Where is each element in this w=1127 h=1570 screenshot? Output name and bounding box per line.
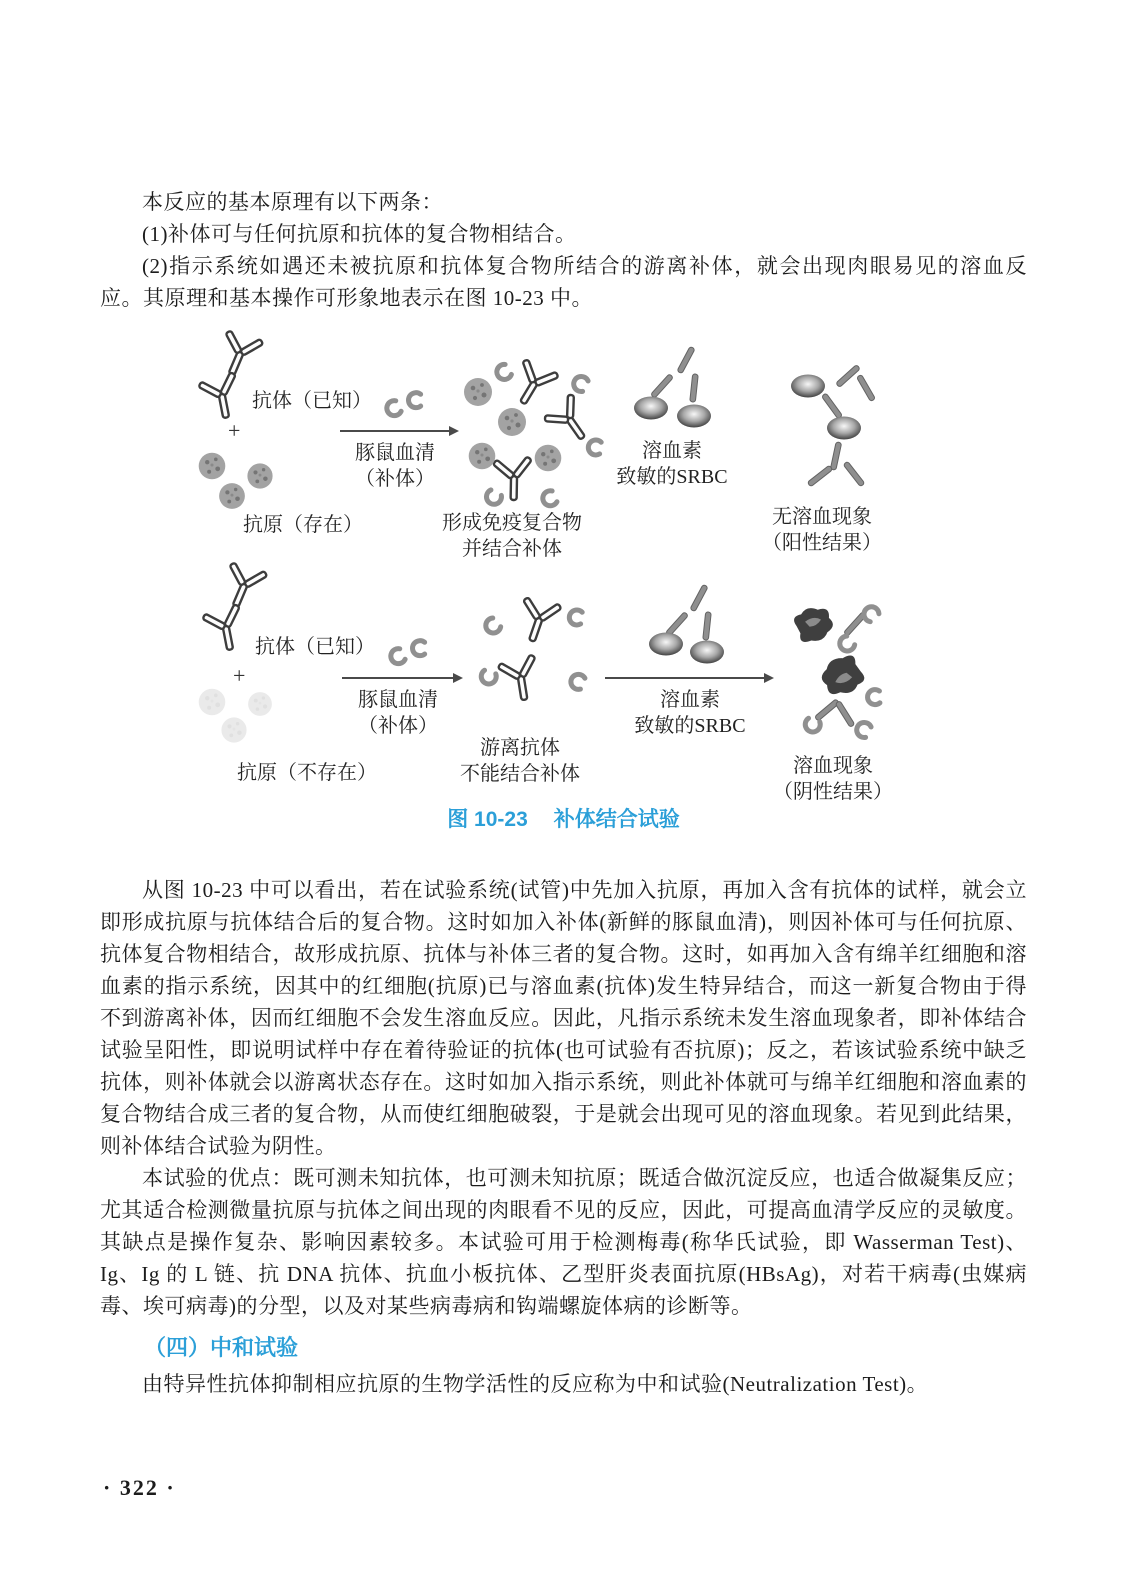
figure-10-23 [100,318,1027,803]
srbc-label-line2: 致敏的SRBC [616,466,728,488]
arrow-icon [605,677,765,679]
antigen-label: 抗原（存在） [243,514,363,536]
free-antibody-label-line2: 不能结合补体 [460,763,580,785]
srbc-label-line2: 致敏的SRBC [634,715,746,737]
immune-complex-icon [452,362,606,508]
arrow-icon [340,430,450,432]
result-label [752,504,892,556]
no-hemolysis-icon [782,362,878,496]
main-paragraph: 从图 10-23 中可以看出，若在试验系统(试管)中先加入抗原，再加入含有抗体的试样，就会立即形成抗原与抗体结合后的复合物。这时如加入补体(新鲜的豚鼠血清)，则因补体可与任何抗原、抗体复合物相结合，故形成抗原、抗体与补体三者的复合物。这时，如再加入含有绵羊红细胞和溶血素的指示系统，因其中的红细胞(抗原)已与溶血素(抗体)发生特异结合，而这一新复合物由于得不到游离补体，因而红细胞不会发生溶血反应。因此，凡指示系统未发生溶血现象者，即补体结合试验呈阳性，即说明试样中存在着待验证的抗体(也可试验有否抗原)；反之，若该试验系统中缺乏抗体，则补体就会以游离状态存在。这时如加入指示系统，则此补体就可与绵羊红细胞和溶血素的复合物结合成三者的复合物，从而使红细胞破裂，于是就会出现可见的溶血现象。若见到此结果，则补体结合试验为阴性。 [100,878,1027,1158]
hemolysis-icon [785,600,881,740]
complement-icon [378,386,426,422]
complex-label-line2: 并结合补体 [462,538,562,560]
free-antibody-label-line1: 游离抗体 [480,737,560,759]
srbc-label-line1: 溶血素 [660,689,720,711]
arrow-icon [342,677,454,679]
antigen-icon [196,450,288,510]
result-label-line1: 溶血现象 [793,755,873,777]
intro-block [100,186,1027,314]
complement-icon [382,634,430,670]
result-label-line2: （阳性结果） [762,532,882,554]
antibody-label: 抗体（已知） [255,636,375,658]
neutralization-paragraph: 由特异性抗体抑制相应抗原的生物学活性的反应称为中和试验(Neutralization Test)。 [142,1372,929,1396]
intro-paragraph-1: 本反应的基本原理有以下两条： [142,190,443,214]
free-antibody-icon [475,590,589,710]
main-text-block [100,874,1027,1400]
sensitized-srbc-icon [645,584,731,668]
free-antibody-label [450,735,590,787]
plus-sign: + [228,418,241,443]
advantages-paragraph: 本试验的优点：既可测未知抗体，也可测未知抗原；既适合做沉淀反应，也适合做凝集反应；尤其适合检测微量抗原与抗体之间出现的肉眼看不见的反应，因此，可提高血清学反应的灵敏度。其缺点是操作复杂、影响因素较多。本试验可用于检测梅毒(称华氏试验，即 Wasserman Test)、Ig、Ig 的 L 链、抗 DNA 抗体、抗血小板抗体、乙型肝炎表面抗原(HBsAg)，对若干病毒(虫媒病毒、埃可病毒)的分型，以及对某些病毒病和钩端螺旋体病的诊断等。 [100,1166,1027,1318]
figure-caption-number: 图 10-23 [447,808,528,831]
sensitized-srbc-icon [628,344,720,432]
antibody-label: 抗体（已知） [252,390,372,412]
section-heading-neutralization: （四）中和试验 [144,1335,299,1360]
result-label [763,753,903,805]
srbc-label-line1: 溶血素 [642,440,702,462]
serum-label [335,440,455,492]
figure-caption [100,802,1027,838]
result-label-line2: （阴性结果） [773,781,893,803]
serum-label [338,687,458,739]
complex-label [432,510,592,562]
srbc-label [612,438,732,490]
antigen-label: 抗原（不存在） [237,762,377,784]
complex-label-line1: 形成免疫复合物 [442,512,582,534]
result-label-line1: 无溶血现象 [772,506,872,528]
antigen-absent-icon [196,686,288,746]
serum-label-line1: 豚鼠血清 [358,689,438,711]
intro-paragraph-2: (1)补体可与任何抗原和抗体的复合物相结合。 [142,222,577,246]
page-number: · 322 · [103,1475,176,1500]
serum-label-line2: （补体） [358,715,438,737]
serum-label-line2: （补体） [355,468,435,490]
figure-caption-title: 补体结合试验 [553,808,680,831]
intro-paragraph-3: (2)指示系统如遇还未被抗原和抗体复合物所结合的游离补体，就会出现肉眼易见的溶血反应。其原理和基本操作可形象地表示在图 10-23 中。 [100,254,1027,310]
srbc-label [630,687,750,739]
serum-label-line1: 豚鼠血清 [355,442,435,464]
plus-sign: + [233,663,246,688]
page-content [100,0,1027,1400]
